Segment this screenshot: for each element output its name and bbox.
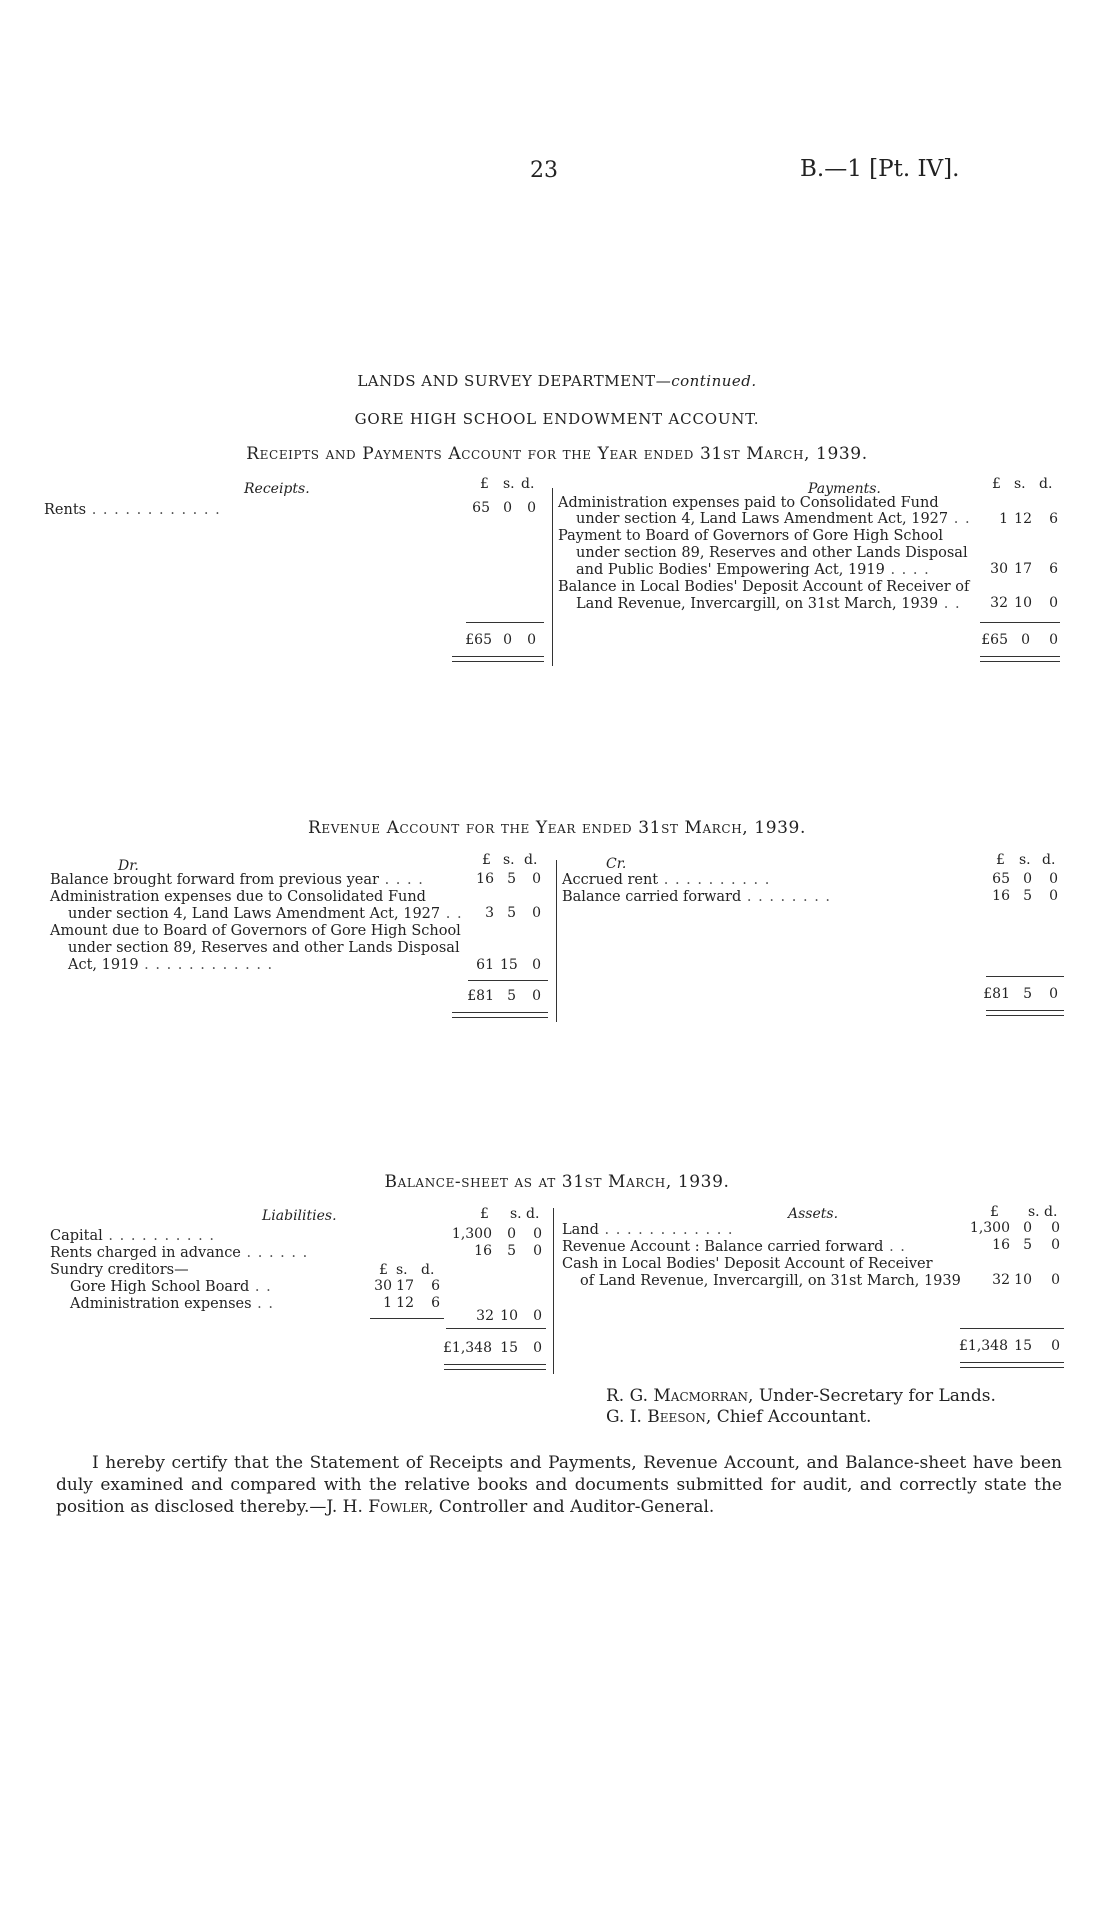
- department-title: [0, 372, 1114, 390]
- payments-total-double-rule: [980, 656, 1060, 662]
- sundry-shillings: 12: [396, 1295, 414, 1311]
- asset-pence: 0: [1051, 1272, 1060, 1288]
- asset-shillings: 0: [1023, 1220, 1032, 1236]
- liabilities-total-pence: 0: [533, 1340, 542, 1356]
- balance-sheet-title: Balance-sheet as at 31st March, 1939.: [384, 1172, 730, 1192]
- receipts-heading: Receipts.: [244, 481, 310, 497]
- dr-heading: Dr.: [118, 858, 139, 874]
- receipts-total-rule: [466, 622, 544, 623]
- asset-pounds: 1,300: [969, 1220, 1010, 1236]
- sundry-line: Administration expenses . .: [70, 1296, 274, 1312]
- payment-pence: 0: [1049, 595, 1058, 611]
- payments-total-pence: 0: [1049, 632, 1058, 648]
- liabilities-total-rule: [446, 1328, 546, 1329]
- payment-line: Balance in Local Bodies' Deposit Account of Receiver of: [558, 579, 970, 595]
- receipts-total-pounds: £65: [465, 632, 492, 648]
- receipt-pence: 0: [527, 500, 536, 516]
- certification-paragraph: [56, 1452, 1062, 1518]
- page-number: 23: [530, 158, 558, 183]
- dr-total-shillings: 5: [507, 988, 516, 1004]
- asset-pence: 0: [1051, 1220, 1060, 1236]
- rp-right-shillings-head: s.: [1014, 476, 1026, 492]
- cr-pence: 0: [1049, 888, 1058, 904]
- dr-shillings: 5: [507, 905, 516, 921]
- payment-line: Administration expenses paid to Consolidated Fund: [558, 495, 939, 511]
- asset-line: Cash in Local Bodies' Deposit Account of Receiver: [562, 1256, 933, 1272]
- receipts-payments-title: Receipts and Payments Account for the Year ended 31st March, 1939.: [246, 444, 868, 464]
- liability-line: Rents charged in advance . . . . . .: [50, 1245, 309, 1261]
- dr-pence: 0: [532, 957, 541, 973]
- payment-line-text: Land Revenue, Invercargill, on 31st March, 1939: [576, 596, 939, 612]
- asset-label: Land: [562, 1222, 599, 1238]
- sundry-label: Gore High School Board: [70, 1279, 250, 1295]
- payment-line: Payment to Board of Governors of Gore High School: [558, 528, 943, 544]
- dr-pence: 0: [532, 905, 541, 921]
- dr-pounds: 61: [476, 957, 494, 973]
- rp-right-pence-head: d.: [1039, 476, 1053, 492]
- dr-shillings: 5: [507, 871, 516, 887]
- payment-line-text: and Public Bodies' Empowering Act, 1919: [576, 562, 885, 578]
- payment-shillings: 12: [1014, 511, 1032, 527]
- sundry-shillings-head: s.: [396, 1262, 408, 1278]
- sundry-pounds: 1: [383, 1295, 392, 1311]
- rp-divider: [552, 488, 553, 666]
- dr-line-text: Act, 1919: [68, 957, 139, 973]
- bs-left-pounds-head: £: [480, 1206, 489, 1222]
- revenue-title: Revenue Account for the Year ended 31st March, 1939.: [308, 818, 806, 838]
- assets-total-pence: 0: [1051, 1338, 1060, 1354]
- liability-label: Capital: [50, 1228, 103, 1244]
- cr-total-pence: 0: [1049, 986, 1058, 1002]
- sundry-label: Administration expenses: [70, 1296, 252, 1312]
- signature-title: , Chief Accountant.: [705, 1407, 872, 1427]
- rev-right-shillings-head: s.: [1019, 852, 1031, 868]
- assets-total-double-rule: [960, 1362, 1064, 1368]
- signature-name: G. I. Beeson: [606, 1407, 706, 1427]
- payment-line: under section 89, Reserves and other Lands Disposal: [576, 545, 968, 561]
- asset-line: Land . . . . . . . . . . . .: [562, 1222, 734, 1238]
- dr-pounds: 3: [485, 905, 494, 921]
- dr-total-rule: [468, 980, 548, 981]
- asset-pounds: 16: [992, 1237, 1010, 1253]
- payment-line: and Public Bodies' Empowering Act, 1919 . . . .: [576, 562, 930, 578]
- rev-left-pence-head: d.: [524, 852, 538, 868]
- liability-shillings: 5: [507, 1243, 516, 1259]
- rp-left-pence-head: d.: [521, 476, 535, 492]
- payment-pence: 6: [1049, 561, 1058, 577]
- sundry-pounds-head: £: [379, 1262, 388, 1278]
- dr-line-text: Balance brought forward from previous year: [50, 872, 379, 888]
- bs-right-shillings-head: s.: [1028, 1204, 1040, 1220]
- cr-total-pounds: £81: [983, 986, 1010, 1002]
- balance-sheet-divider: [553, 1208, 554, 1374]
- receipt-row: Rents . . . . . . . . . . . .: [44, 502, 221, 518]
- payment-line: under section 4, Land Laws Amendment Act, 1927 . .: [576, 511, 971, 527]
- payment-line: Land Revenue, Invercargill, on 31st March, 1939 . .: [576, 596, 961, 612]
- receipt-shillings: 0: [503, 500, 512, 516]
- cr-total-rule: [986, 976, 1064, 977]
- sundry-rule: [370, 1318, 444, 1319]
- dr-line: Act, 1919 . . . . . . . . . . . .: [68, 957, 274, 973]
- rp-left-shillings-head: s.: [503, 476, 515, 492]
- signature-title: , Under-Secretary for Lands.: [748, 1386, 996, 1406]
- cr-pounds: 16: [992, 888, 1010, 904]
- bs-left-pence-head: d.: [526, 1206, 540, 1222]
- payment-pence: 6: [1049, 511, 1058, 527]
- assets-total-shillings: 15: [1014, 1338, 1032, 1354]
- cr-line: Accrued rent . . . . . . . . . .: [562, 872, 771, 888]
- certification-signer: J. H. Fowler: [326, 1497, 429, 1517]
- liabilities-heading: Liabilities.: [262, 1208, 337, 1224]
- sundry-pence: 6: [431, 1295, 440, 1311]
- payment-line-text: under section 4, Land Laws Amendment Act, 1927: [576, 511, 949, 527]
- receipts-total-shillings: 0: [503, 632, 512, 648]
- payment-pounds: 1: [999, 511, 1008, 527]
- dr-pence: 0: [532, 871, 541, 887]
- bs-right-pence-head: d.: [1044, 1204, 1058, 1220]
- cr-heading: Cr.: [606, 856, 627, 872]
- liability-pounds: 1,300: [451, 1226, 492, 1242]
- sundry-pence-head: d.: [421, 1262, 435, 1278]
- cr-total-double-rule: [986, 1010, 1064, 1016]
- liability-pounds: 16: [474, 1243, 492, 1259]
- sundry-pounds: 30: [374, 1278, 392, 1294]
- dr-pounds: 16: [476, 871, 494, 887]
- cr-label: Accrued rent: [562, 872, 659, 888]
- asset-shillings: 5: [1023, 1237, 1032, 1253]
- rev-left-pounds-head: £: [482, 852, 491, 868]
- cr-pounds: 65: [992, 871, 1010, 887]
- dr-line: Administration expenses due to Consolidated Fund: [50, 889, 426, 905]
- certification-text: I hereby certify that the Statement of Receipts and Payments, Revenue Account, and Balance-sheet have been duly examined and compared with the relative books and documents submitted for audit, and correctly state the position as disclosed thereby.—: [56, 1453, 1062, 1517]
- signature-line: [606, 1386, 996, 1406]
- payments-total-rule: [980, 622, 1060, 623]
- payment-shillings: 17: [1014, 561, 1032, 577]
- sundry-creditors-label: Sundry creditors—: [50, 1262, 189, 1278]
- asset-shillings: 10: [1014, 1272, 1032, 1288]
- payments-total-pounds: £65: [981, 632, 1008, 648]
- receipts-total-double-rule: [452, 656, 544, 662]
- dr-total-pence: 0: [532, 988, 541, 1004]
- payments-heading: Payments.: [808, 481, 881, 497]
- receipt-pounds: 65: [472, 500, 490, 516]
- payment-pounds: 32: [990, 595, 1008, 611]
- revenue-divider: [556, 860, 557, 1022]
- bs-left-shillings-head: s.: [510, 1206, 522, 1222]
- liabilities-total-double-rule: [444, 1364, 546, 1370]
- asset-pence: 0: [1051, 1237, 1060, 1253]
- asset-line: Revenue Account : Balance carried forward . .: [562, 1239, 906, 1255]
- liability-label: Rents charged in advance: [50, 1245, 241, 1261]
- department-title-cont: —continued.: [655, 372, 757, 390]
- receipts-total-pence: 0: [527, 632, 536, 648]
- liabilities-total-pounds: £1,348: [443, 1340, 492, 1356]
- liability-line: Capital . . . . . . . . . .: [50, 1228, 215, 1244]
- rev-right-pence-head: d.: [1042, 852, 1056, 868]
- assets-total-pounds: £1,348: [959, 1338, 1008, 1354]
- account-title: GORE HIGH SCHOOL ENDOWMENT ACCOUNT.: [354, 410, 760, 428]
- rp-left-pounds-head: £: [480, 476, 489, 492]
- sundry-total-shillings: 10: [500, 1308, 518, 1324]
- payment-shillings: 10: [1014, 595, 1032, 611]
- cr-label: Balance carried forward: [562, 889, 742, 905]
- asset-pounds: 32: [992, 1272, 1010, 1288]
- dr-line: under section 89, Reserves and other Lands Disposal: [68, 940, 460, 956]
- assets-heading: Assets.: [788, 1206, 839, 1222]
- dr-line: Amount due to Board of Governors of Gore High School: [50, 923, 461, 939]
- rp-right-pounds-head: £: [992, 476, 1001, 492]
- cr-shillings: 5: [1023, 888, 1032, 904]
- document-reference: B.—1 [Pt. IV].: [800, 156, 960, 182]
- payment-pounds: 30: [990, 561, 1008, 577]
- cr-line: Balance carried forward . . . . . . . .: [562, 889, 832, 905]
- signature-name: R. G. Macmorran: [606, 1386, 749, 1406]
- liabilities-total-shillings: 15: [500, 1340, 518, 1356]
- dr-total-pounds: £81: [467, 988, 494, 1004]
- asset-line: of Land Revenue, Invercargill, on 31st March, 1939: [580, 1273, 961, 1289]
- dr-shillings: 15: [500, 957, 518, 973]
- dr-line: under section 4, Land Laws Amendment Act, 1927 . .: [68, 906, 463, 922]
- dr-line-text: under section 4, Land Laws Amendment Act, 1927: [68, 906, 441, 922]
- liability-shillings: 0: [507, 1226, 516, 1242]
- payments-total-shillings: 0: [1021, 632, 1030, 648]
- sundry-pence: 6: [431, 1278, 440, 1294]
- cr-total-shillings: 5: [1023, 986, 1032, 1002]
- sundry-total-pounds: 32: [476, 1308, 494, 1324]
- rev-right-pounds-head: £: [996, 852, 1005, 868]
- sundry-shillings: 17: [396, 1278, 414, 1294]
- receipt-label: Rents: [44, 502, 87, 518]
- department-title-main: LANDS AND SURVEY DEPARTMENT: [357, 372, 656, 390]
- bs-right-pounds-head: £: [990, 1204, 999, 1220]
- cr-pence: 0: [1049, 871, 1058, 887]
- sundry-total-pence: 0: [533, 1308, 542, 1324]
- liability-pence: 0: [533, 1226, 542, 1242]
- certification-signer-title: , Controller and Auditor-General.: [428, 1497, 715, 1517]
- assets-total-rule: [960, 1328, 1064, 1329]
- dr-total-double-rule: [452, 1012, 548, 1018]
- rev-left-shillings-head: s.: [503, 852, 515, 868]
- cr-shillings: 0: [1023, 871, 1032, 887]
- asset-label: Revenue Account : Balance carried forward: [562, 1239, 884, 1255]
- dr-line: Balance brought forward from previous year . . . .: [50, 872, 424, 888]
- liability-pence: 0: [533, 1243, 542, 1259]
- signature-line: [606, 1407, 871, 1427]
- sundry-line: Gore High School Board . .: [70, 1279, 272, 1295]
